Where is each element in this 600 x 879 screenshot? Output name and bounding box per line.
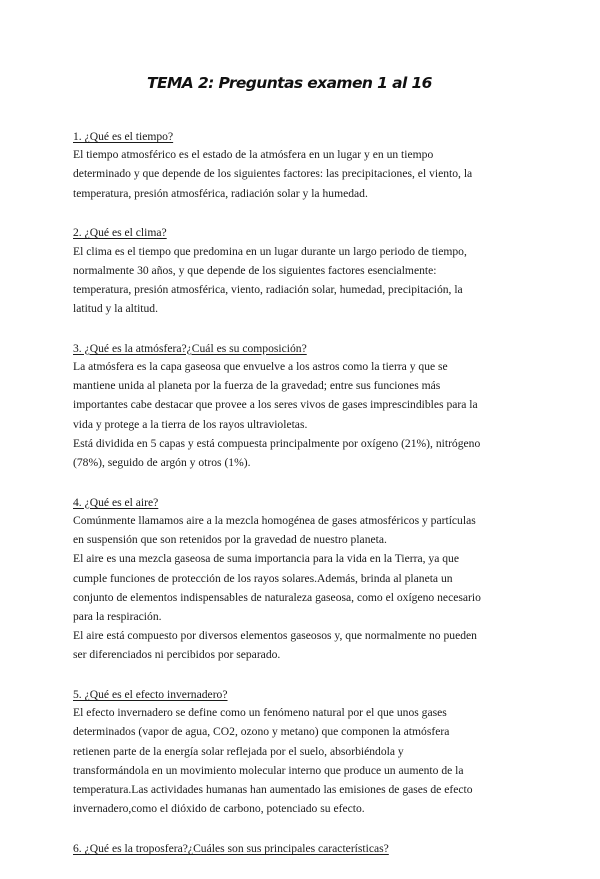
question-heading: 2. ¿Qué es el clima? — [73, 226, 167, 240]
question-heading: 3. ¿Qué es la atmósfera?¿Cuál es su composición? — [73, 341, 307, 355]
answer-line: El aire está compuesto por diversos elementos gaseosos y, que normalmente no pueden — [73, 629, 477, 643]
question-heading: 5. ¿Qué es el efecto invernadero? — [73, 688, 228, 702]
answer-line: temperatura, presión atmosférica, viento, radiación solar, humedad, precipitación, la — [73, 282, 463, 296]
answer-line: El clima es el tiempo que predomina en un lugar durante un largo periodo de tiempo, — [73, 244, 467, 258]
document-title: TEMA 2: Preguntas examen 1 al 16 — [147, 74, 432, 92]
answer-line: Comúnmente llamamos aire a la mezcla homogénea de gases atmosféricos y partículas — [73, 513, 476, 527]
question-section — [73, 840, 543, 857]
answer-line: invernadero,como el dióxido de carbono, potenciado su efecto. — [73, 802, 365, 816]
question-section — [73, 686, 543, 818]
answer-line: para la respiración. — [73, 609, 162, 623]
answer-line: temperatura, presión atmosférica, radiación solar y la humedad. — [73, 186, 368, 200]
question-heading: 6. ¿Qué es la troposfera?¿Cuáles son sus principales características? — [73, 842, 389, 855]
answer-line: temperatura.Las actividades humanas han aumentado las emisiones de gases de efecto — [73, 783, 473, 797]
answer-line: ser diferenciados ni percibidos por separado. — [73, 648, 281, 662]
questions-list — [73, 128, 543, 879]
answer-line: determinados (vapor de agua, CO2, ozono y metano) que componen la atmósfera — [73, 725, 450, 739]
answer-line: retienen parte de la energía solar reflejada por el suelo, absorbiéndola y — [73, 744, 404, 758]
question-section — [73, 340, 543, 472]
answer-line: normalmente 30 años, y que depende de los siguientes factores esencialmente: — [73, 263, 437, 277]
answer-line: latitud y la altitud. — [73, 302, 159, 316]
answer-line: determinado y que depende de los siguientes factores: las precipitaciones, el viento, la — [73, 167, 473, 181]
question-heading: 1. ¿Qué es el tiempo? — [73, 130, 174, 143]
question-section — [73, 494, 543, 665]
question-section — [73, 128, 543, 203]
answer-line: transformándola en un movimiento molecular interno que produce un aumento de la — [73, 763, 464, 777]
answer-line: vida y protege a la tierra de los rayos ultravioletas. — [73, 417, 308, 431]
question-section — [73, 224, 543, 318]
answer-line: importantes cabe destacar que provee a los seres vivos de gases imprescindibles para la — [73, 398, 478, 412]
answer-line: (78%), seguido de argón y otros (1%). — [73, 456, 251, 470]
answer-line: mantiene unida al planeta por la fuerza de la gravedad; entre sus funciones más — [73, 379, 441, 393]
question-heading: 4. ¿Qué es el aire? — [73, 495, 159, 509]
answer-line: El aire es una mezcla gaseosa de suma importancia para la vida en la Tierra, ya que — [73, 552, 459, 566]
answer-line: cumple funciones de protección de los rayos solares.Además, brinda al planeta un — [73, 571, 453, 585]
answer-line: en suspensión que son retenidos por la gravedad de nuestro planeta. — [73, 533, 387, 547]
answer-line: Está dividida en 5 capas y está compuesta principalmente por oxígeno (21%), nitrógeno — [73, 436, 481, 450]
answer-line: La atmósfera es la capa gaseosa que envuelve a los astros como la tierra y que se — [73, 360, 448, 374]
answer-line: conjunto de elementos indispensables de naturaleza gaseosa, como el oxígeno necesario — [73, 590, 481, 604]
answer-line: El efecto invernadero se define como un fenómeno natural por el que unos gases — [73, 706, 447, 720]
answer-line: El tiempo atmosférico es el estado de la atmósfera en un lugar y en un tiempo — [73, 148, 434, 162]
